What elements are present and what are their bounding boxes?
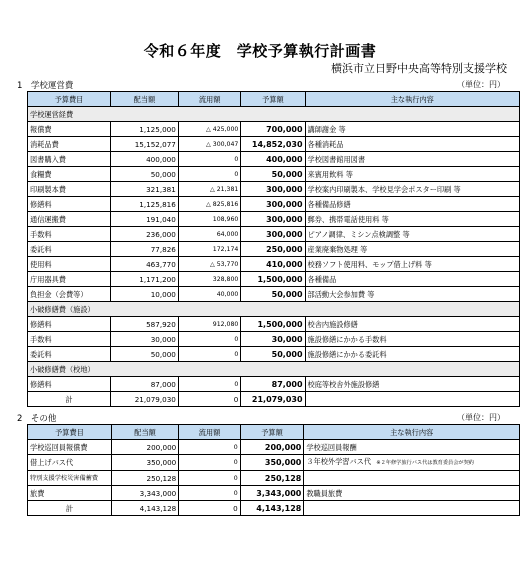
item-name-cell: 負担金（会費等） <box>28 287 111 302</box>
budget-cell: 50,000 <box>241 347 305 362</box>
allocated-cell: 15,152,077 <box>110 137 178 152</box>
table-row <box>28 347 520 362</box>
table-row <box>28 455 520 471</box>
allocated-cell: 4,143,128 <box>111 501 178 516</box>
description-cell: 学校案内印刷製本、学校見学会ポスター印刷 等 <box>305 182 519 197</box>
total-row <box>28 392 520 407</box>
transfer-cell: 0 <box>179 501 240 516</box>
item-name-cell: 委託料 <box>28 347 111 362</box>
allocated-cell: 30,000 <box>110 332 178 347</box>
description-cell <box>305 392 519 407</box>
transfer-cell: 0 <box>179 455 240 471</box>
description-cell: 産業廃棄物処理 等 <box>305 242 519 257</box>
description-cell: 教職員旅費 <box>304 486 520 501</box>
group-header-row <box>28 107 520 122</box>
budget-cell: 1,500,000 <box>241 317 305 332</box>
description-cell: 校務ソフト使用料、モップ借上げ料 等 <box>305 257 519 272</box>
allocated-cell: 50,000 <box>110 167 178 182</box>
item-name-cell: 印刷製本費 <box>28 182 111 197</box>
item-name-cell: 修繕料 <box>28 197 111 212</box>
transfer-cell: 0 <box>178 167 241 182</box>
table-row <box>28 317 520 332</box>
item-name-cell: 特別支援学校災害備蓄費 <box>28 471 112 486</box>
description-cell <box>304 501 520 516</box>
transfer-cell: △ 825,816 <box>178 197 241 212</box>
budget-cell: 50,000 <box>241 287 305 302</box>
table-header-row <box>28 92 520 107</box>
transfer-cell: 912,080 <box>178 317 241 332</box>
item-name-cell: 学校巡回員報償費 <box>28 440 112 455</box>
allocated-cell: 321,381 <box>110 182 178 197</box>
section2-label: 2 その他 <box>17 414 57 424</box>
description-cell: 学校巡回員報酬 <box>304 440 520 455</box>
page-title: 令和６年度 学校予算執行計画書 <box>143 42 377 60</box>
transfer-cell: 0 <box>178 347 241 362</box>
transfer-cell: △ 21,381 <box>178 182 241 197</box>
budget-cell: 21,079,030 <box>241 392 305 407</box>
item-name-cell: 旅費 <box>28 486 112 501</box>
description-cell: 施設修繕にかかる委託料 <box>305 347 519 362</box>
allocated-cell: 350,000 <box>111 455 178 471</box>
budget-cell: 400,000 <box>241 152 305 167</box>
allocated-cell: 191,040 <box>110 212 178 227</box>
description-cell <box>304 471 520 486</box>
transfer-cell: △ 53,770 <box>178 257 241 272</box>
allocated-cell: 200,000 <box>111 440 178 455</box>
allocated-cell: 1,171,200 <box>110 272 178 287</box>
budget-cell: 250,000 <box>241 242 305 257</box>
table-header-row <box>28 425 520 440</box>
table-row <box>28 486 520 501</box>
description-cell: 校舎内施設修繕 <box>305 317 519 332</box>
table-row <box>28 377 520 392</box>
section1-unit: （単位：円） <box>457 80 505 89</box>
allocated-cell: 10,000 <box>110 287 178 302</box>
budget-cell: 30,000 <box>241 332 305 347</box>
transfer-cell: △ 425,000 <box>178 122 241 137</box>
description-cell: 郵券、携帯電話使用料 等 <box>305 212 519 227</box>
allocated-cell: 236,000 <box>110 227 178 242</box>
item-name-cell: 修繕料 <box>28 317 111 332</box>
total-row <box>28 501 520 516</box>
allocated-cell: 21,079,030 <box>110 392 178 407</box>
column-header: 予算額 <box>240 425 304 440</box>
item-name-cell: 報償費 <box>28 122 111 137</box>
section1-label: 1 学校運営費 <box>17 81 74 91</box>
allocated-cell: 77,826 <box>110 242 178 257</box>
transfer-cell: 0 <box>178 392 241 407</box>
description-cell: ピアノ調律、ミシン点検調整 等 <box>305 227 519 242</box>
item-name-cell: 図書購入費 <box>28 152 111 167</box>
allocated-cell: 3,343,000 <box>111 486 178 501</box>
column-header: 流用額 <box>179 425 240 440</box>
table-row <box>28 471 520 486</box>
budget-cell: 250,128 <box>240 471 304 486</box>
budget-cell: 300,000 <box>241 197 305 212</box>
description-cell: 施設修繕にかかる手数料 <box>305 332 519 347</box>
budget-cell: 410,000 <box>241 257 305 272</box>
description-cell: 各種備品 <box>305 272 519 287</box>
table-row <box>28 332 520 347</box>
transfer-cell: 40,000 <box>178 287 241 302</box>
transfer-cell: 0 <box>178 377 241 392</box>
budget-table-operations <box>27 91 520 407</box>
item-name-cell: 食糧費 <box>28 167 111 182</box>
item-name-cell: 手数料 <box>28 332 111 347</box>
group-title: 学校運営経費 <box>28 107 520 122</box>
item-name-cell: 庁用器具費 <box>28 272 111 287</box>
group-title: 小破修繕費（校地） <box>28 362 520 377</box>
column-header: 予算額 <box>241 92 305 107</box>
description-cell: ３年校外学習バス代 ※２年修学旅行バス代は教育委員会が契約 <box>304 455 520 471</box>
budget-cell: 700,000 <box>241 122 305 137</box>
table-row <box>28 272 520 287</box>
school-name: 横浜市立日野中央高等特別支援学校 <box>331 62 507 75</box>
description-cell: 各種備品修繕 <box>305 197 519 212</box>
budget-cell: 200,000 <box>240 440 304 455</box>
allocated-cell: 250,128 <box>111 471 178 486</box>
table-row <box>28 152 520 167</box>
table-row <box>28 287 520 302</box>
column-header: 予算費目 <box>28 425 112 440</box>
column-header: 配当額 <box>111 425 178 440</box>
item-name-cell: 計 <box>28 501 112 516</box>
item-name-cell: 手数料 <box>28 227 111 242</box>
description-cell: 校庭等校舎外施設修繕 <box>305 377 519 392</box>
description-cell: 部活動大会参加費 等 <box>305 287 519 302</box>
table-row <box>28 197 520 212</box>
transfer-cell: 172,174 <box>178 242 241 257</box>
budget-cell: 1,500,000 <box>241 272 305 287</box>
budget-cell: 14,852,030 <box>241 137 305 152</box>
allocated-cell: 50,000 <box>110 347 178 362</box>
budget-cell: 300,000 <box>241 212 305 227</box>
description-cell: 来賓用飲料 等 <box>305 167 519 182</box>
table-row <box>28 257 520 272</box>
group-header-row <box>28 302 520 317</box>
allocated-cell: 1,125,816 <box>110 197 178 212</box>
column-header: 主な執行内容 <box>305 92 519 107</box>
transfer-cell: 108,960 <box>178 212 241 227</box>
group-header-row <box>28 362 520 377</box>
table-row <box>28 440 520 455</box>
transfer-cell: 0 <box>178 332 241 347</box>
item-name-cell: 借上げバス代 <box>28 455 112 471</box>
allocated-cell: 87,000 <box>110 377 178 392</box>
transfer-cell: 328,800 <box>178 272 241 287</box>
budget-cell: 87,000 <box>241 377 305 392</box>
allocated-cell: 463,770 <box>110 257 178 272</box>
allocated-cell: 587,920 <box>110 317 178 332</box>
transfer-cell: 64,000 <box>178 227 241 242</box>
description-cell: 学校図書館用図書 <box>305 152 519 167</box>
table-row <box>28 137 520 152</box>
item-name-cell: 消耗品費 <box>28 137 111 152</box>
table-row <box>28 167 520 182</box>
item-name-cell: 通信運搬費 <box>28 212 111 227</box>
budget-cell: 3,343,000 <box>240 486 304 501</box>
table-row <box>28 182 520 197</box>
column-header: 流用額 <box>178 92 241 107</box>
item-name-cell: 使用料 <box>28 257 111 272</box>
description-cell: 講師謝金 等 <box>305 122 519 137</box>
item-name-cell: 委託料 <box>28 242 111 257</box>
section2-unit: （単位：円） <box>457 413 505 422</box>
group-title: 小破修繕費（施設） <box>28 302 520 317</box>
budget-cell: 4,143,128 <box>240 501 304 516</box>
bus-note: ※２年修学旅行バス代は教育委員会が契約 <box>371 460 474 466</box>
budget-cell: 300,000 <box>241 227 305 242</box>
table-row <box>28 122 520 137</box>
budget-cell: 50,000 <box>241 167 305 182</box>
column-header: 主な執行内容 <box>304 425 520 440</box>
column-header: 配当額 <box>110 92 178 107</box>
budget-cell: 350,000 <box>240 455 304 471</box>
table-row <box>28 227 520 242</box>
budget-cell: 300,000 <box>241 182 305 197</box>
budget-table-other <box>27 424 520 516</box>
transfer-cell: 0 <box>178 152 241 167</box>
table-row <box>28 212 520 227</box>
allocated-cell: 400,000 <box>110 152 178 167</box>
allocated-cell: 1,125,000 <box>110 122 178 137</box>
table-row <box>28 242 520 257</box>
transfer-cell: 0 <box>179 471 240 486</box>
item-name-cell: 修繕料 <box>28 377 111 392</box>
column-header: 予算費目 <box>28 92 111 107</box>
transfer-cell: 0 <box>179 440 240 455</box>
transfer-cell: △ 300,047 <box>178 137 241 152</box>
description-cell: 各種消耗品 <box>305 137 519 152</box>
item-name-cell: 計 <box>28 392 111 407</box>
transfer-cell: 0 <box>179 486 240 501</box>
